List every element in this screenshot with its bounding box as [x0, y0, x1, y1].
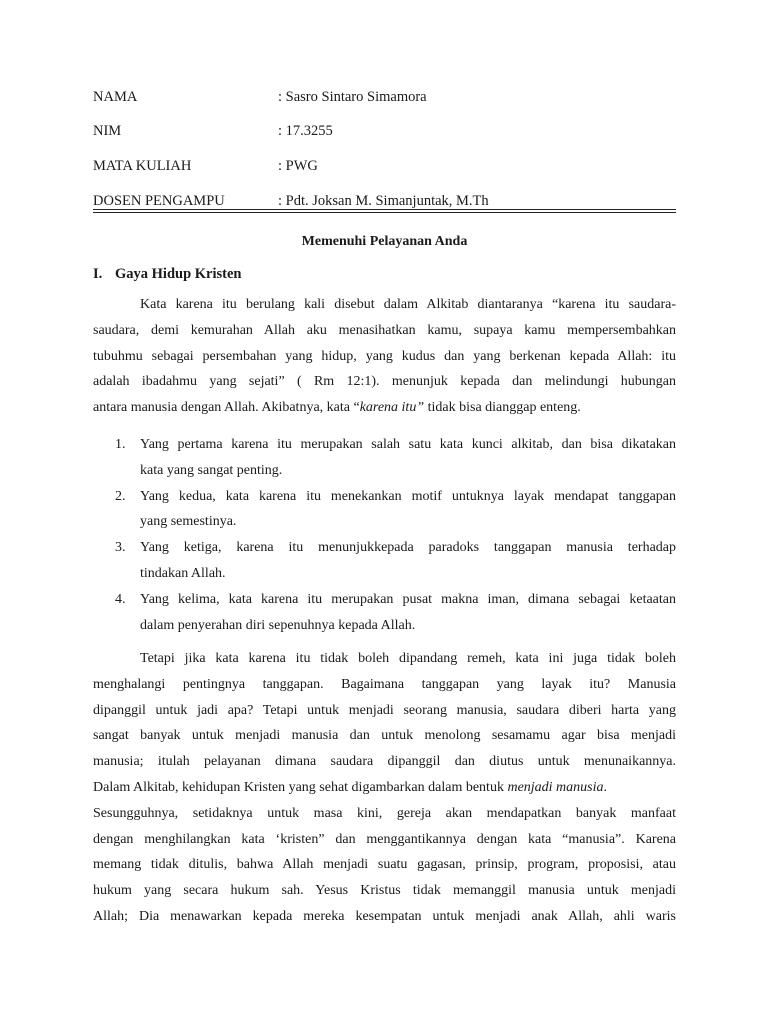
paragraph-line: dengan menghilangkan kata ‘kristen” dan menggantikannya dengan kata “manusia”. Karena [93, 831, 676, 847]
section-heading [93, 264, 242, 284]
list-number: 1. [115, 437, 126, 452]
paragraph-2 [93, 646, 676, 930]
list-number: 2. [115, 488, 126, 504]
paragraph-line: Sesungguhnya, setidaknya untuk masa kini, gereja akan mendapatkan banyak manfaat [93, 805, 676, 821]
list-line: tindakan Allah. [140, 565, 226, 581]
list-line: Yang pertama karena itu merupakan salah satu kata kunci alkitab, dan bisa dikatakan [140, 437, 676, 452]
paragraph-line: sangat banyak untuk menjadi manusia dan untuk menolong sesamamu agar bisa menjadi [93, 728, 676, 744]
emphasis-text: karena itu” [359, 400, 425, 416]
paragraph-line: manusia; itulah pelayanan dimana saudara dipanggil dan diutus untuk menunaikannya. [93, 754, 676, 770]
section-number: I. [93, 266, 103, 282]
paragraph-line: menghalangi pentingnya tanggapan. Bagaimana tanggapan yang layak itu? Manusia [93, 676, 676, 692]
list-number: 3. [115, 540, 126, 556]
header-rule-thick [93, 209, 676, 210]
paragraph-line: Allah; Dia menawarkan kepada mereka kesempatan untuk menjadi anak Allah, ahli waris [93, 908, 676, 924]
list-line: kata yang sangat penting. [140, 462, 283, 478]
text-run: tidak bisa dianggap enteng. [424, 400, 581, 416]
text-run: Dalam Alkitab, kehidupan Kristen yang sehat digambarkan dalam bentuk [93, 779, 508, 795]
paragraph-line [93, 775, 676, 801]
header-key: MATA KULIAH [93, 158, 192, 174]
list-line: yang semestinya. [140, 514, 237, 530]
list-line: Yang kelima, kata karena itu merupakan pusat makna iman, dimana sebagai ketaatan [140, 591, 676, 607]
paragraph-1 [93, 292, 676, 421]
list-line: Yang kedua, kata karena itu menekankan motif untuknya layak mendapat tanggapan [140, 488, 676, 504]
paragraph-line: Kata karena itu berulang kali disebut dalam Alkitab diantaranya “karena itu saudara- [140, 297, 676, 312]
numbered-list [93, 432, 676, 638]
list-number: 4. [115, 591, 126, 607]
emphasis-text: menjadi manusia [507, 779, 604, 795]
text-run: . [603, 779, 608, 795]
header-key: NIM [93, 123, 122, 139]
paragraph-line: memang tidak ditulis, bahwa Allah menjadi suatu gagasan, prinsip, program, proposisi, atau [93, 857, 676, 873]
paragraph-line: Tetapi jika kata karena itu tidak boleh dipandang remeh, kata ini juga tidak boleh [140, 651, 676, 666]
header-value: : PWG [278, 158, 318, 174]
section-title: Gaya Hidup Kristen [115, 266, 242, 282]
paragraph-line: dipanggil untuk jadi apa? Tetapi untuk menjadi seorang manusia, saudara diberi harta yang [93, 702, 676, 718]
list-item [93, 535, 676, 587]
header-key: NAMA [93, 89, 138, 105]
document-title: Memenuhi Pelayanan Anda [301, 234, 468, 249]
paragraph-line: tubuhmu sebagai persembahan yang hidup, yang kudus dan yang berkenan kepada Allah: itu [93, 348, 676, 364]
header-value: : Sasro Sintaro Simamora [278, 89, 427, 105]
paragraph-line: saudara, demi kemurahan Allah aku menasihatkan kamu, supaya kamu mempersembahkan [93, 322, 676, 338]
header-key: DOSEN PENGAMPU [93, 193, 225, 209]
paragraph-line [93, 395, 676, 421]
text-run: antara manusia dengan Allah. Akibatnya, kata “ [93, 400, 360, 416]
paragraph-line: adalah ibadahmu yang sejati” ( Rm 12:1). menunjuk kepada dan melindungi hubungan [93, 374, 676, 390]
header-value: : 17.3255 [278, 123, 333, 139]
list-line: Yang ketiga, karena itu menunjukkepada paradoks tanggapan manusia terhadap [140, 540, 676, 556]
list-item [93, 587, 676, 639]
header-rule-thin [93, 212, 676, 213]
list-item [93, 484, 676, 536]
header-value: : Pdt. Joksan M. Simanjuntak, M.Th [278, 193, 489, 209]
list-item [93, 432, 676, 484]
list-line: dalam penyerahan diri sepenuhnya kepada Allah. [140, 617, 416, 633]
paragraph-line: hukum yang secara hukum sah. Yesus Kristus tidak memanggil manusia untuk menjadi [93, 883, 676, 899]
